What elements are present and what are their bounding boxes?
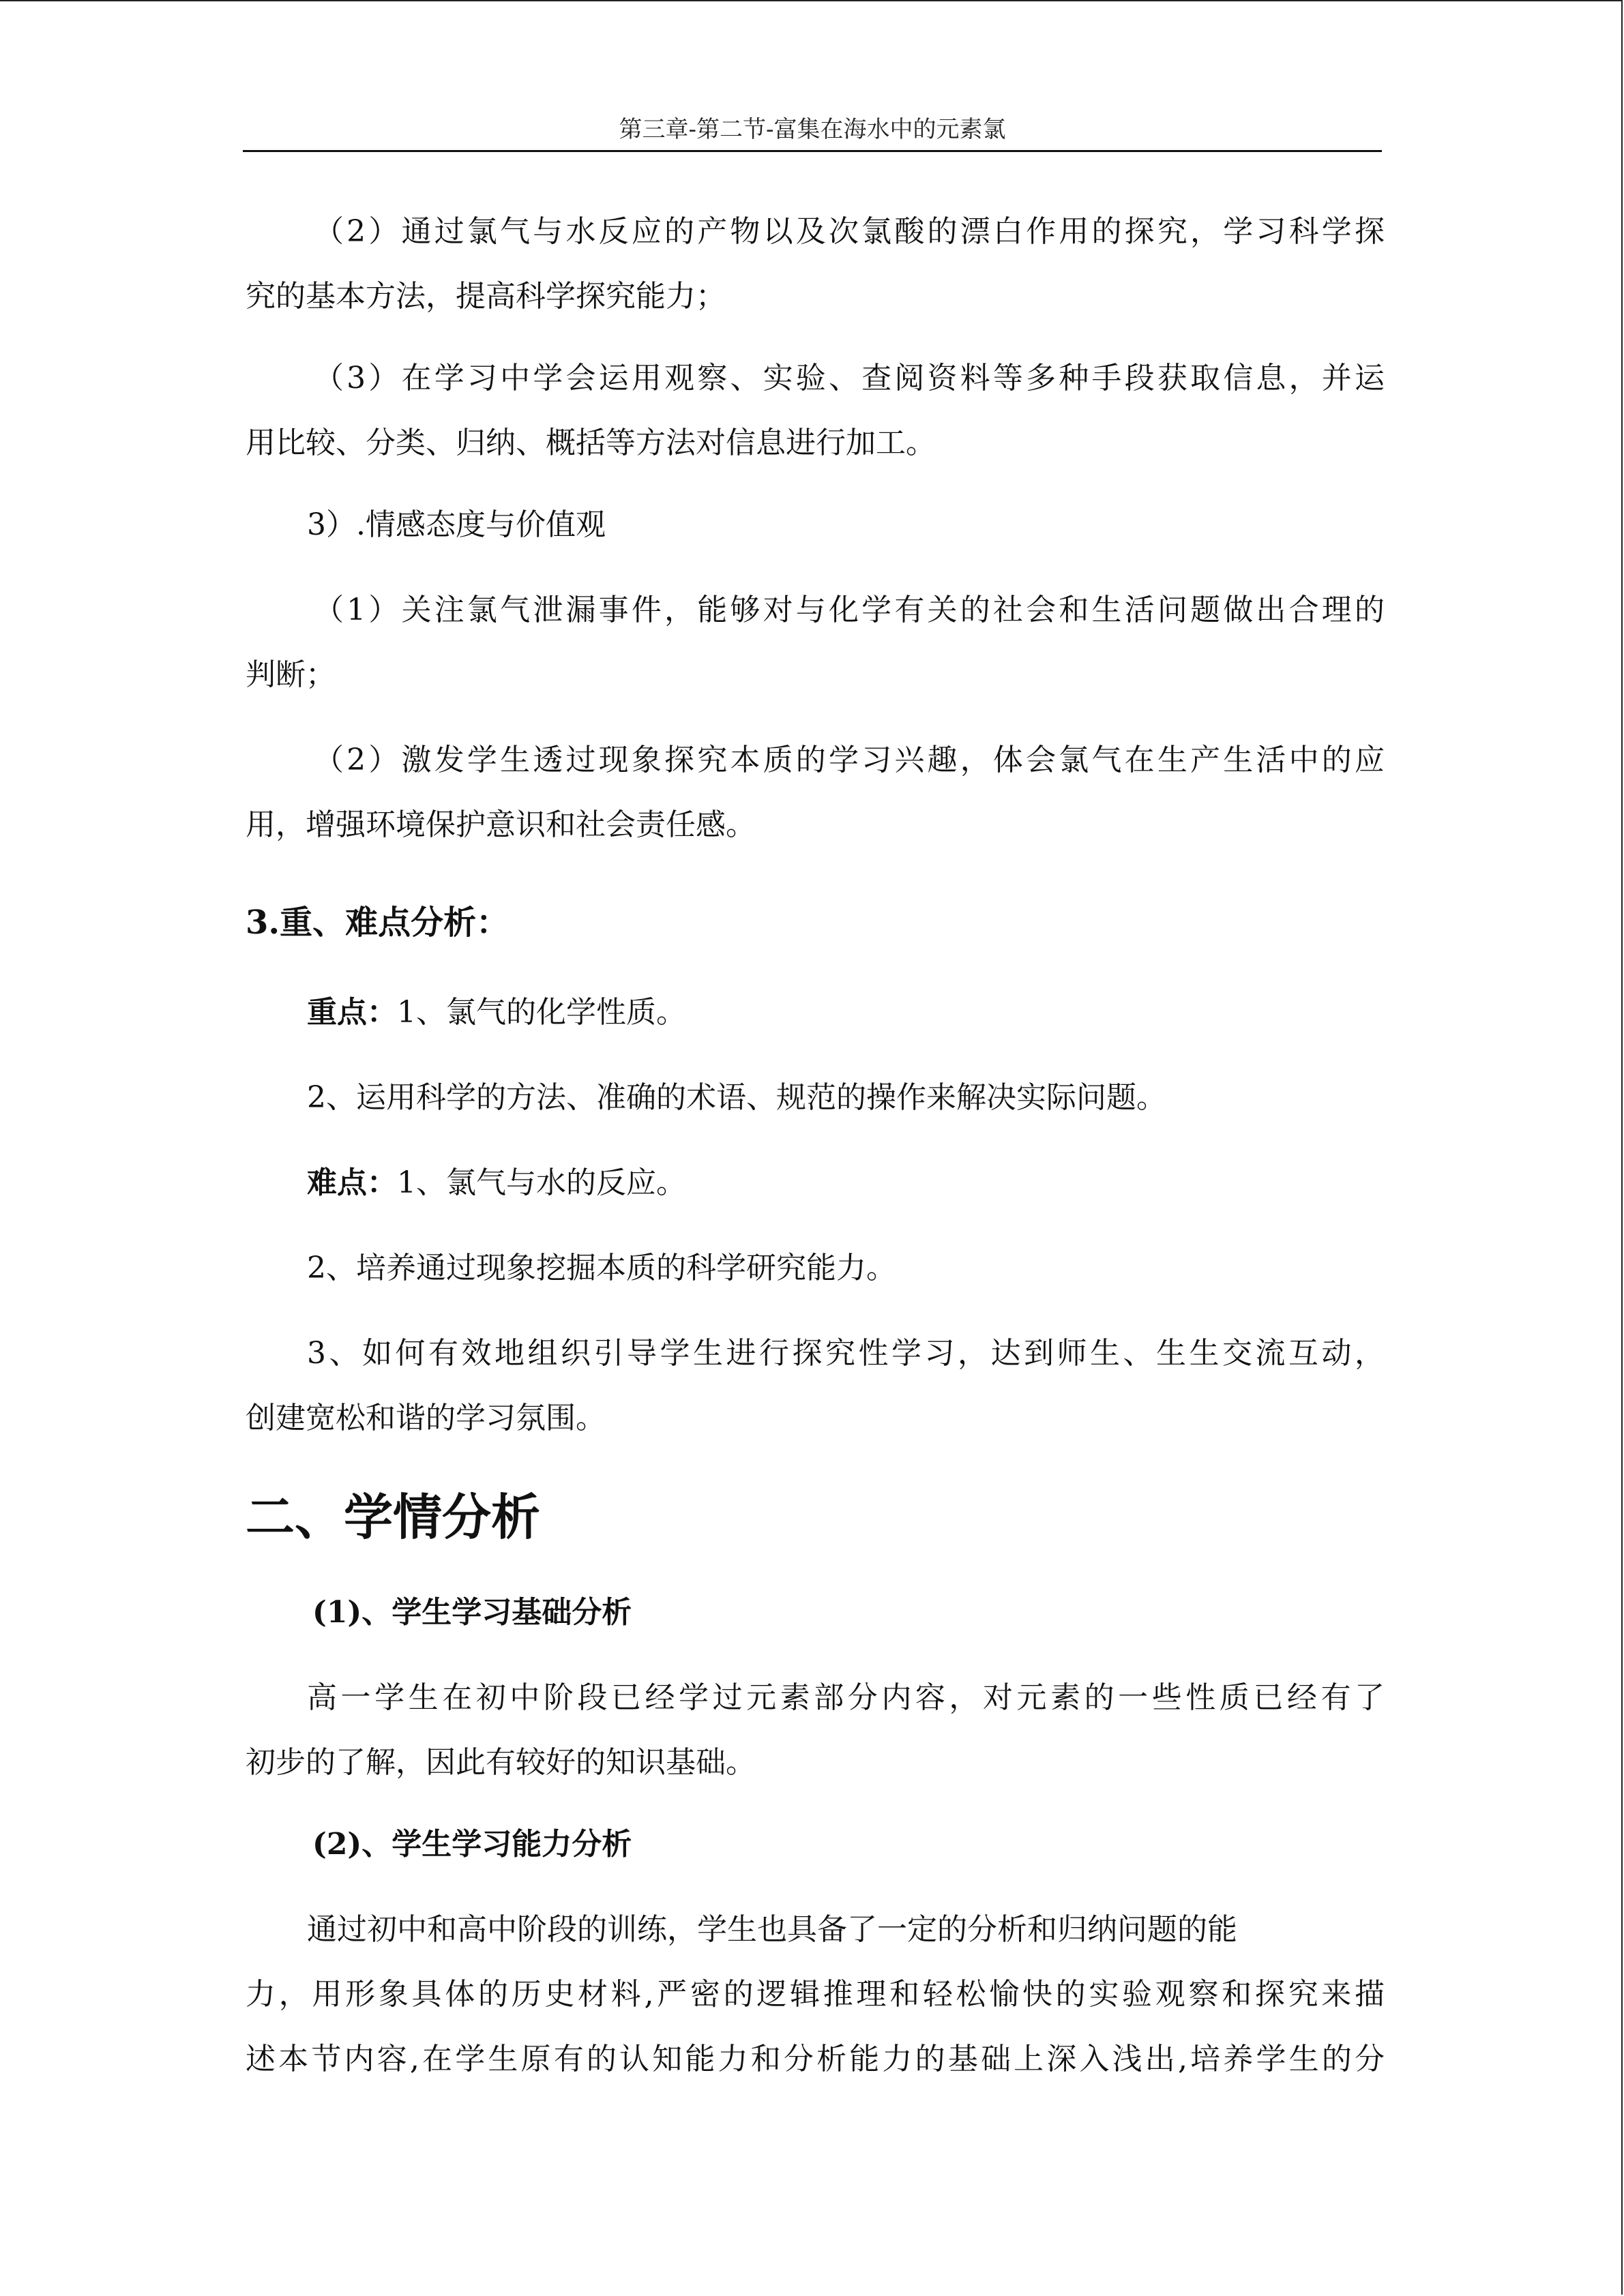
header-rule	[243, 150, 1382, 152]
paragraph-line: 判断；	[246, 657, 336, 692]
key-text: 1、氯气的化学性质。	[397, 995, 686, 1030]
difficult-point-line: 3、如何有效地组织引导学生进行探究性学习，达到师生、生生交流互动，	[307, 1336, 1385, 1371]
subsection-heading: (1)、学生学习基础分析	[312, 1595, 632, 1630]
paragraph-line: （1）关注氯气泄漏事件，能够对与化学有关的社会和生活问题做出合理的	[314, 593, 1385, 627]
paragraph-line: 用比较、分类、归纳、概括等方法对信息进行加工。	[246, 426, 936, 460]
paragraph-line: 究的基本方法，提高科学探究能力；	[246, 279, 726, 314]
key-label: 重点：	[307, 995, 397, 1030]
paragraph-line: 通过初中和高中阶段的训练，学生也具备了一定的分析和归纳问题的能	[307, 1912, 1237, 1947]
subsection-heading: (2)、学生学习能力分析	[312, 1827, 632, 1862]
difficult-point-line	[307, 1163, 1385, 1204]
paragraph-line: 用，增强环境保护意识和社会责任感。	[246, 807, 756, 842]
paragraph-line: （2）通过氯气与水反应的产物以及次氯酸的漂白作用的探究，学习科学探	[314, 214, 1385, 249]
difficult-point-line: 创建宽松和谐的学习氛围。	[246, 1401, 606, 1435]
chapter-heading: 二、学情分析	[246, 1489, 541, 1546]
paragraph-line: 述本节内容,在学生原有的认知能力和分析能力的基础上深入浅出,培养学生的分	[246, 2042, 1385, 2076]
paragraph-line: 初步的了解，因此有较好的知识基础。	[246, 1745, 756, 1780]
key-point-line: 2、运用科学的方法、准确的术语、规范的操作来解决实际问题。	[307, 1080, 1166, 1115]
paragraph-line: （3）在学习中学会运用观察、实验、查阅资料等多种手段获取信息，并运	[314, 361, 1385, 396]
paragraph-line: 高一学生在初中阶段已经学过元素部分内容，对元素的一些性质已经有了	[307, 1680, 1385, 1715]
difficult-text: 1、氯气与水的反应。	[397, 1165, 686, 1200]
paragraph-line: （2）激发学生透过现象探究本质的学习兴趣，体会氯气在生产生活中的应	[314, 743, 1385, 777]
running-header: 第三章-第二节-富集在海水中的元素氯	[619, 116, 1006, 143]
key-point-line	[307, 992, 1385, 1033]
section-heading: 3.重、难点分析：	[246, 904, 510, 942]
difficult-point-line: 2、培养通过现象挖掘本质的科学研究能力。	[307, 1251, 896, 1285]
difficult-label: 难点：	[307, 1165, 397, 1200]
subsection-label: 3）.情感态度与价值观	[307, 507, 606, 542]
paragraph-line: 力，用形象具体的历史材料,严密的逻辑推理和轻松愉快的实验观察和探究来描	[246, 1977, 1385, 2012]
